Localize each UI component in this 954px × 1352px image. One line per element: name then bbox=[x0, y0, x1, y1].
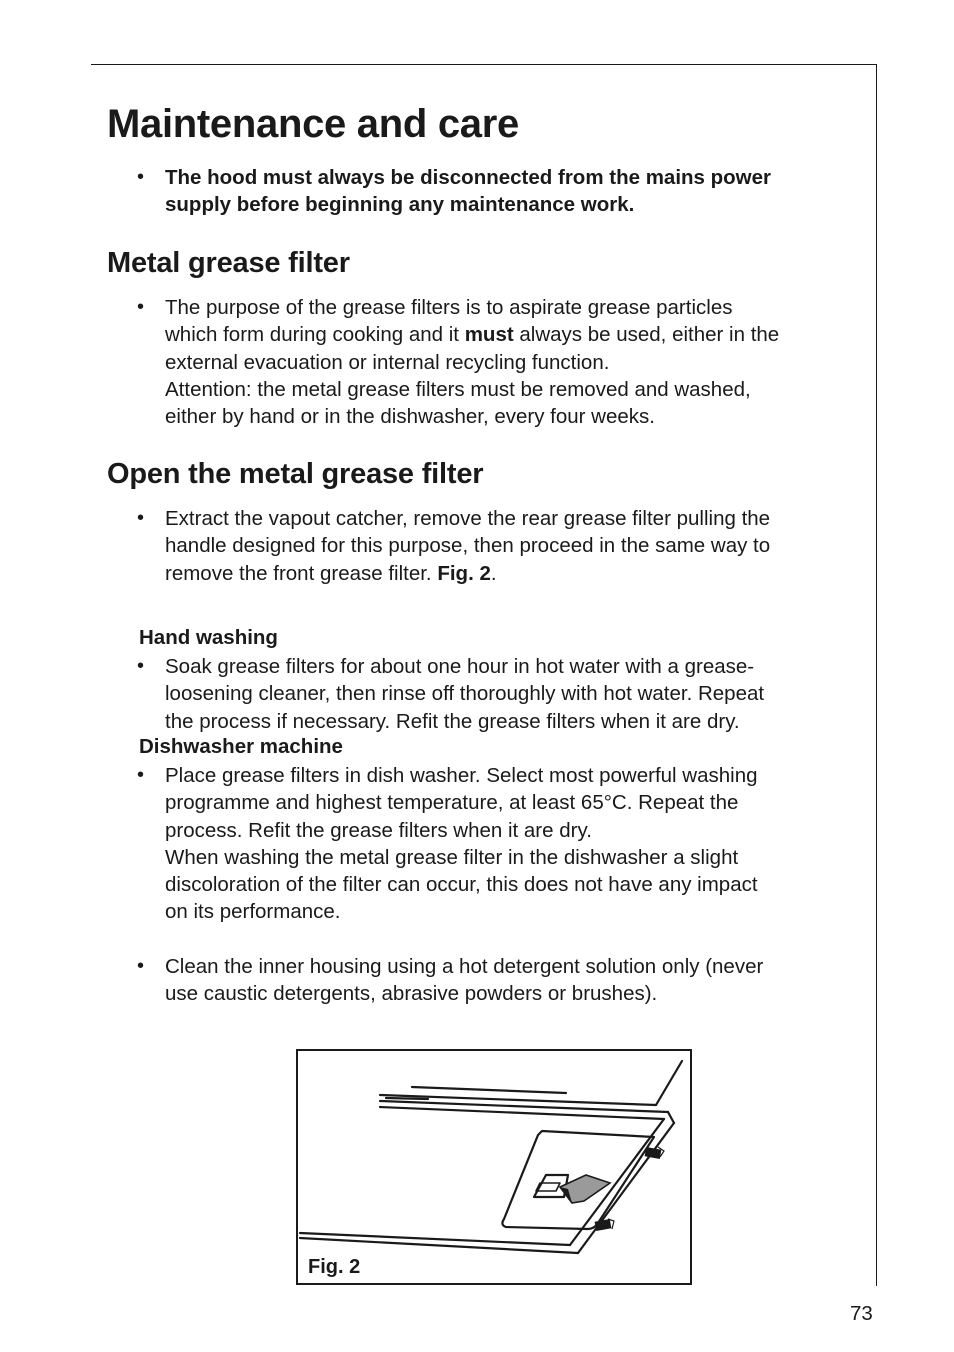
figure-reference: Fig. 2 bbox=[437, 561, 491, 585]
bullet-dot: • bbox=[137, 655, 145, 677]
text-run: which form during cooking and it bbox=[165, 323, 465, 347]
metal-filter-text bbox=[165, 294, 849, 430]
paragraph-line: either by hand or in the dishwasher, every four weeks. bbox=[165, 405, 655, 429]
subheading-hand-washing: Hand washing bbox=[139, 626, 278, 649]
warning-line: supply before beginning any maintenance work. bbox=[165, 193, 635, 217]
paragraph-line: Attention: the metal grease filters must be removed and washed, bbox=[165, 377, 751, 401]
inner-housing-text bbox=[165, 953, 849, 1008]
paragraph-line: The purpose of the grease filters is to aspirate grease particles bbox=[165, 296, 733, 319]
text-run: remove the front grease filter. bbox=[165, 561, 438, 585]
emphasis-must: must bbox=[464, 323, 514, 347]
paragraph-line: the process if necessary. Refit the grease filters when it are dry. bbox=[165, 709, 740, 733]
dishwasher-text bbox=[165, 762, 849, 926]
section-heading-open-filter: Open the metal grease filter bbox=[107, 458, 484, 490]
right-rule bbox=[876, 64, 877, 1286]
warning-text bbox=[165, 164, 865, 219]
page-number: 73 bbox=[850, 1302, 873, 1325]
bullet-dot: • bbox=[137, 296, 145, 318]
bullet-dot: • bbox=[137, 507, 145, 529]
paragraph-line: loosening cleaner, then rinse off thoroughly with hot water. Repeat bbox=[165, 682, 765, 706]
figure-caption: Fig. 2 bbox=[308, 1256, 361, 1278]
page-title: Maintenance and care bbox=[107, 102, 519, 146]
top-rule bbox=[91, 64, 877, 65]
text-run: always be used, either in the bbox=[513, 323, 780, 347]
paragraph-line: When washing the metal grease filter in the dishwasher a slight bbox=[165, 845, 739, 869]
hand-washing-text bbox=[165, 653, 849, 735]
paragraph-line: Clean the inner housing using a hot detergent solution only (never bbox=[165, 955, 764, 978]
paragraph-line: discoloration of the filter can occur, this does not have any impact bbox=[165, 873, 758, 897]
open-filter-text bbox=[165, 505, 849, 587]
bullet-dot: • bbox=[137, 764, 145, 786]
paragraph-line: Soak grease filters for about one hour in hot water with a grease- bbox=[165, 655, 755, 678]
bullet-dot: • bbox=[137, 955, 145, 977]
paragraph-line: process. Refit the grease filters when it are dry. bbox=[165, 818, 592, 842]
bullet-dot: • bbox=[137, 166, 145, 188]
paragraph-line: Extract the vapout catcher, remove the rear grease filter pulling the bbox=[165, 507, 771, 530]
paragraph-line: programme and highest temperature, at least 65°C. Repeat the bbox=[165, 791, 739, 815]
paragraph-line: use caustic detergents, abrasive powders or brushes). bbox=[165, 982, 658, 1006]
paragraph-line bbox=[165, 321, 849, 348]
paragraph-line: Place grease filters in dish washer. Select most powerful washing bbox=[165, 764, 758, 787]
paragraph-line: on its performance. bbox=[165, 900, 341, 924]
paragraph-line: handle designed for this purpose, then proceed in the same way to bbox=[165, 534, 771, 558]
section-heading-metal-grease-filter: Metal grease filter bbox=[107, 247, 350, 279]
warning-line: The hood must always be disconnected from the mains power bbox=[165, 166, 772, 189]
grease-filter-removal-illustration bbox=[298, 1051, 690, 1283]
subheading-dishwasher: Dishwasher machine bbox=[139, 735, 343, 758]
paragraph-line bbox=[165, 560, 849, 587]
paragraph-line: external evacuation or internal recycling function. bbox=[165, 350, 610, 374]
figure-2 bbox=[296, 1049, 692, 1285]
text-run: . bbox=[490, 561, 497, 585]
